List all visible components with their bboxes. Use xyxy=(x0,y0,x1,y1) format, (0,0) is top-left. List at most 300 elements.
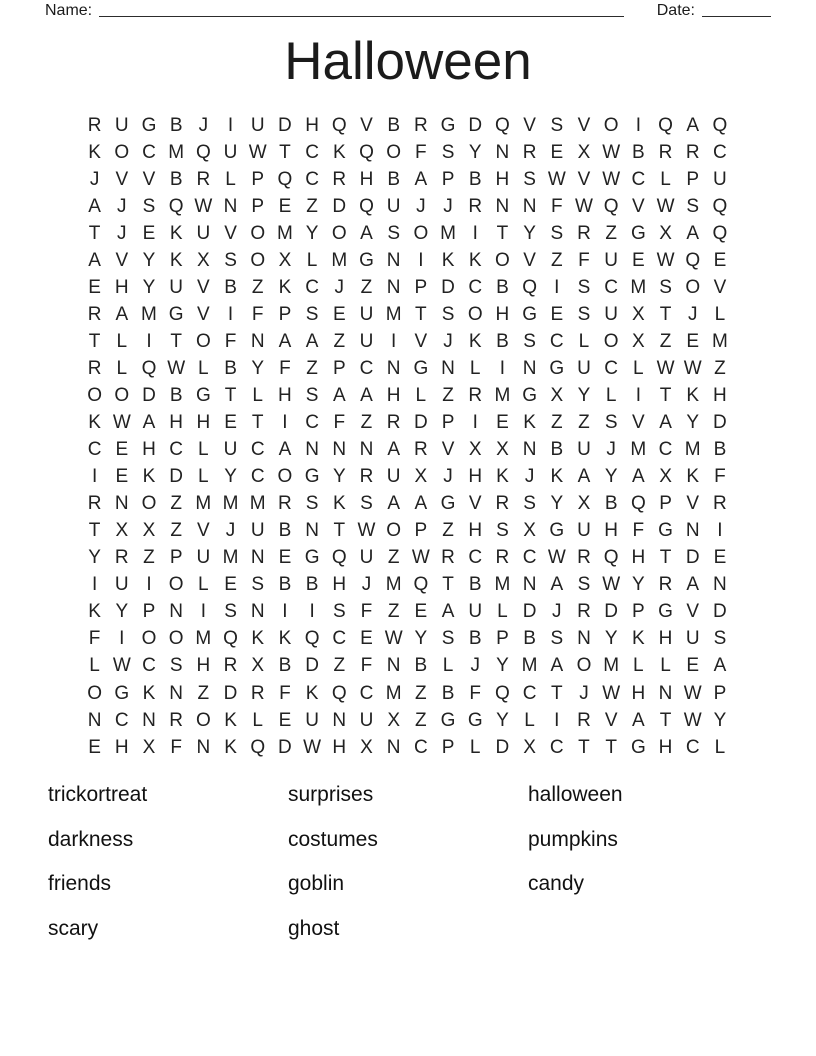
grid-letter: L xyxy=(469,736,481,758)
grid-letter: I xyxy=(472,412,478,434)
grid-letter: O xyxy=(250,249,266,271)
grid-letter: R xyxy=(223,655,238,677)
grid-letter: T xyxy=(659,547,672,569)
grid-letter: K xyxy=(550,466,564,488)
grid-letter: E xyxy=(360,628,373,650)
grid-letter: I xyxy=(227,114,234,136)
grid-letter: Y xyxy=(550,493,564,515)
grid-letter: C xyxy=(468,276,483,298)
name-label: Name: xyxy=(45,2,93,19)
grid-letter: N xyxy=(169,682,184,704)
grid-letter: Z xyxy=(550,412,563,434)
grid-letter: U xyxy=(577,520,591,542)
grid-letter: D xyxy=(169,466,184,488)
grid-letter: K xyxy=(251,628,265,650)
grid-letter: N xyxy=(495,141,510,163)
puzzle-title: Halloween xyxy=(284,32,532,91)
grid-letter: M xyxy=(630,276,647,298)
grid-letter: S xyxy=(577,276,591,298)
grid-letter: G xyxy=(440,114,456,136)
grid-letter: V xyxy=(142,168,156,190)
grid-letter: U xyxy=(386,195,401,217)
grid-letter: C xyxy=(332,628,347,650)
grid-letter: B xyxy=(169,114,183,136)
grid-letter: F xyxy=(333,412,346,434)
grid-letter: L xyxy=(198,466,209,488)
grid-letter: D xyxy=(495,736,510,758)
grid-letter: I xyxy=(554,709,560,731)
grid-letter: H xyxy=(196,655,211,677)
grid-letter: Q xyxy=(413,574,429,596)
grid-letter: F xyxy=(88,628,101,650)
grid-letter: F xyxy=(632,520,645,542)
grid-letter: D xyxy=(305,655,319,677)
grid-letter: R xyxy=(577,222,591,244)
grid-letter: J xyxy=(198,114,209,136)
grid-letter: M xyxy=(440,222,456,244)
word-list-column xyxy=(528,773,768,951)
grid-letter: P xyxy=(414,276,428,298)
grid-letter: X xyxy=(659,222,672,244)
grid-letter: Q xyxy=(359,141,374,163)
grid-letter: U xyxy=(114,114,129,136)
grid-letter: L xyxy=(469,357,481,379)
grid-letter: A xyxy=(387,493,400,515)
grid-letter: C xyxy=(142,141,156,163)
grid-letter: R xyxy=(495,493,510,515)
grid-letter: F xyxy=(224,330,237,352)
grid-letter: F xyxy=(279,682,291,704)
grid-letter: W xyxy=(167,357,186,379)
grid-letter: Q xyxy=(331,547,347,569)
grid-letter: F xyxy=(469,682,482,704)
grid-letter: S xyxy=(441,303,455,325)
grid-letter: O xyxy=(195,330,211,352)
grid-letter: U xyxy=(250,114,265,136)
grid-letter: C xyxy=(658,439,673,461)
grid-letter: N xyxy=(522,439,537,461)
grid-letter: J xyxy=(117,222,127,244)
grid-letter: N xyxy=(359,439,374,461)
grid-letter: B xyxy=(604,493,618,515)
grid-letter: H xyxy=(196,412,211,434)
grid-letter: M xyxy=(222,547,239,569)
grid-letter: E xyxy=(332,303,346,325)
grid-letter: X xyxy=(197,249,210,271)
grid-letter: R xyxy=(658,574,673,596)
grid-letter: R xyxy=(522,141,537,163)
grid-letter: Z xyxy=(442,520,454,542)
grid-letter: U xyxy=(359,303,374,325)
grid-letter: M xyxy=(521,655,538,677)
grid-letter: W xyxy=(656,249,675,271)
grid-letter: S xyxy=(523,330,536,352)
grid-letter: K xyxy=(496,466,509,488)
grid-letter: B xyxy=(468,574,482,596)
grid-letter: S xyxy=(441,141,455,163)
grid-letter: P xyxy=(251,195,265,217)
grid-letter: P xyxy=(441,168,455,190)
grid-letter: G xyxy=(440,493,456,515)
grid-letter: V xyxy=(115,168,129,190)
grid-letter: R xyxy=(495,547,510,569)
grid-letter: L xyxy=(89,655,100,677)
grid-letter: B xyxy=(278,520,292,542)
grid-letter: A xyxy=(278,439,292,461)
grid-letter: G xyxy=(168,303,184,325)
grid-letter: R xyxy=(332,168,347,190)
grid-letter: W xyxy=(547,547,566,569)
grid-letter: I xyxy=(119,628,125,650)
grid-letter: N xyxy=(685,520,700,542)
grid-letter: L xyxy=(225,168,236,190)
grid-letter: J xyxy=(443,195,453,217)
grid-letter: W xyxy=(411,547,430,569)
grid-letter: T xyxy=(442,574,454,596)
grid-letter: W xyxy=(248,141,267,163)
grid-letter: R xyxy=(114,547,129,569)
grid-letter: A xyxy=(387,439,400,461)
grid-letter: K xyxy=(224,709,237,731)
grid-letter: C xyxy=(549,736,564,758)
grid-letter: O xyxy=(495,249,510,271)
grid-letter: P xyxy=(169,547,183,569)
grid-letter: O xyxy=(277,466,293,488)
grid-letter: L xyxy=(252,709,263,731)
grid-letter: T xyxy=(659,709,672,731)
word-list-item: pumpkins xyxy=(528,827,618,851)
grid-letter: S xyxy=(305,303,319,325)
grid-letter: L xyxy=(660,168,671,190)
grid-letter: Y xyxy=(251,357,265,379)
grid-letter: B xyxy=(632,141,645,163)
word-list-item: ghost xyxy=(288,916,340,940)
grid-letter: D xyxy=(713,412,727,434)
grid-letter: F xyxy=(251,303,264,325)
grid-letter: B xyxy=(523,628,536,650)
grid-letter: C xyxy=(169,439,184,461)
grid-letter: U xyxy=(196,222,211,244)
grid-letter: S xyxy=(523,168,536,190)
grid-letter: N xyxy=(658,682,673,704)
grid-letter: R xyxy=(577,709,591,731)
grid-letter: M xyxy=(684,439,701,461)
grid-letter: F xyxy=(714,466,726,488)
grid-letter: C xyxy=(305,141,319,163)
grid-letter: L xyxy=(116,357,128,379)
grid-letter: Q xyxy=(658,114,673,136)
grid-letter: X xyxy=(550,384,564,406)
grid-letter: K xyxy=(278,276,292,298)
grid-letter: G xyxy=(522,384,537,406)
name-fill-in-line[interactable] xyxy=(99,1,624,17)
grid-letter: Z xyxy=(442,384,454,406)
grid-letter: G xyxy=(304,547,320,569)
grid-letter: L xyxy=(633,357,644,379)
grid-letter: D xyxy=(522,601,537,623)
grid-letter: Q xyxy=(712,114,728,136)
grid-letter: L xyxy=(714,303,726,325)
grid-letter: Y xyxy=(142,249,156,271)
grid-letter: X xyxy=(360,736,373,758)
grid-letter: I xyxy=(418,249,424,271)
date-fill-in-line[interactable] xyxy=(702,1,771,17)
grid-letter: B xyxy=(305,574,319,596)
grid-letter: O xyxy=(168,628,184,650)
grid-letter: X xyxy=(659,466,672,488)
grid-letter: J xyxy=(552,601,562,623)
grid-letter: K xyxy=(468,330,482,352)
grid-letter: T xyxy=(496,222,509,244)
grid-letter: N xyxy=(305,439,319,461)
grid-letter: O xyxy=(603,114,619,136)
grid-letter: M xyxy=(195,628,212,650)
grid-letter: G xyxy=(630,736,646,758)
grid-letter: G xyxy=(658,520,673,542)
grid-letter: R xyxy=(196,168,211,190)
grid-letter: L xyxy=(198,439,209,461)
grid-letter: V xyxy=(713,276,727,298)
grid-letter: B xyxy=(414,655,428,677)
grid-letter: Z xyxy=(387,601,400,623)
grid-letter: J xyxy=(117,195,127,217)
grid-letter: G xyxy=(658,601,673,623)
grid-letter: Y xyxy=(577,384,591,406)
grid-letter: G xyxy=(467,709,483,731)
grid-letter: X xyxy=(632,303,645,325)
grid-letter: B xyxy=(550,439,564,461)
grid-letter: U xyxy=(359,547,374,569)
grid-letter: M xyxy=(494,574,511,596)
grid-letter: O xyxy=(331,222,347,244)
grid-letter: K xyxy=(169,222,183,244)
grid-letter: E xyxy=(88,736,101,758)
grid-letter: N xyxy=(87,709,102,731)
grid-letter: J xyxy=(524,466,535,488)
grid-letter: X xyxy=(414,466,428,488)
grid-letter: L xyxy=(578,330,590,352)
grid-letter: O xyxy=(141,493,157,515)
grid-letter: A xyxy=(88,249,101,271)
grid-letter: K xyxy=(305,682,319,704)
grid-letter: Y xyxy=(604,628,618,650)
grid-letter: R xyxy=(658,141,673,163)
grid-letter: A xyxy=(414,493,428,515)
grid-letter: C xyxy=(250,466,265,488)
grid-letter: T xyxy=(224,384,237,406)
grid-letter: R xyxy=(685,141,700,163)
grid-letter: K xyxy=(332,141,346,163)
grid-letter: J xyxy=(470,655,480,677)
grid-letter: D xyxy=(685,547,700,569)
grid-letter: W xyxy=(547,168,566,190)
grid-letter: I xyxy=(91,574,98,596)
grid-letter: S xyxy=(305,384,319,406)
grid-letter: D xyxy=(468,114,483,136)
grid-letter: Y xyxy=(332,466,346,488)
grid-letter: L xyxy=(198,357,209,379)
grid-letter: A xyxy=(686,574,700,596)
grid-letter: E xyxy=(686,330,700,352)
grid-letter: L xyxy=(660,655,671,677)
grid-letter: V xyxy=(577,114,591,136)
grid-letter: C xyxy=(604,276,619,298)
grid-letter: T xyxy=(415,303,427,325)
grid-letter: N xyxy=(332,439,347,461)
grid-letter: D xyxy=(142,384,156,406)
grid-letter: V xyxy=(197,303,210,325)
grid-letter: O xyxy=(685,276,701,298)
grid-letter: S xyxy=(441,628,455,650)
grid-letter: H xyxy=(713,384,727,406)
grid-letter: X xyxy=(115,520,129,542)
grid-letter: Q xyxy=(141,357,157,379)
grid-letter: N xyxy=(522,195,537,217)
grid-letter: G xyxy=(549,520,565,542)
grid-letter: S xyxy=(332,601,346,623)
grid-letter: V xyxy=(468,493,482,515)
grid-letter: A xyxy=(441,601,455,623)
grid-letter: N xyxy=(386,655,401,677)
grid-letter: Q xyxy=(712,195,728,217)
grid-letter: T xyxy=(605,736,617,758)
word-list-item: scary xyxy=(48,916,99,940)
grid-letter: O xyxy=(386,520,402,542)
grid-letter: L xyxy=(714,736,726,758)
grid-letter: S xyxy=(550,628,564,650)
grid-letter: W xyxy=(303,736,322,758)
grid-letter: C xyxy=(631,168,646,190)
grid-letter: U xyxy=(305,709,319,731)
grid-letter: E xyxy=(713,249,727,271)
grid-letter: Y xyxy=(305,222,319,244)
word-list-item: darkness xyxy=(48,827,134,851)
grid-letter: Y xyxy=(604,466,618,488)
grid-letter: X xyxy=(278,249,292,271)
grid-letter: O xyxy=(114,141,130,163)
grid-letter: B xyxy=(713,439,727,461)
grid-letter: W xyxy=(112,655,131,677)
grid-letter: Q xyxy=(603,547,619,569)
grid-letter: Y xyxy=(496,709,509,731)
grid-letter: T xyxy=(659,303,672,325)
grid-letter: H xyxy=(495,168,510,190)
grid-letter: T xyxy=(88,330,101,352)
grid-letter: Q xyxy=(630,493,646,515)
grid-letter: E xyxy=(632,249,645,271)
grid-letter: B xyxy=(468,168,482,190)
grid-letter: G xyxy=(522,303,537,325)
grid-letter: G xyxy=(440,709,456,731)
grid-letter: Q xyxy=(359,195,374,217)
grid-letter: Y xyxy=(224,466,237,488)
grid-letter: V xyxy=(115,249,129,271)
grid-letter: Z xyxy=(143,547,155,569)
grid-letter: Q xyxy=(331,682,347,704)
grid-letter: K xyxy=(169,249,183,271)
grid-letter: S xyxy=(604,412,618,434)
grid-letter: I xyxy=(499,357,506,379)
grid-letter: Q xyxy=(223,628,238,650)
grid-letter: V xyxy=(441,439,455,461)
grid-letter: D xyxy=(278,114,292,136)
grid-letter: K xyxy=(632,628,645,650)
grid-letter: V xyxy=(632,195,645,217)
grid-letter: L xyxy=(415,384,427,406)
grid-letter: P xyxy=(496,628,509,650)
grid-letter: B xyxy=(441,682,455,704)
grid-letter: Z xyxy=(170,493,182,515)
grid-letter: U xyxy=(250,520,265,542)
grid-letter: E xyxy=(550,141,564,163)
grid-letter: N xyxy=(441,357,455,379)
grid-letter: Y xyxy=(142,276,156,298)
grid-letter: Y xyxy=(713,709,727,731)
word-list-item: costumes xyxy=(288,827,378,851)
grid-letter: B xyxy=(169,384,183,406)
grid-letter: L xyxy=(198,574,209,596)
grid-letter: S xyxy=(496,520,509,542)
grid-letter: C xyxy=(250,439,265,461)
grid-letter: O xyxy=(87,682,102,704)
grid-letter: H xyxy=(658,628,673,650)
grid-letter: W xyxy=(602,682,621,704)
grid-letter: Z xyxy=(659,330,672,352)
grid-letter: E xyxy=(278,547,292,569)
grid-letter: B xyxy=(224,357,237,379)
wordsearch-grid xyxy=(81,112,734,761)
grid-letter: S xyxy=(224,249,237,271)
grid-letter: Z xyxy=(387,547,400,569)
grid-letter: C xyxy=(305,276,319,298)
grid-letter: Y xyxy=(468,141,482,163)
grid-letter: R xyxy=(468,195,483,217)
grid-letter: J xyxy=(443,330,453,352)
grid-letter: J xyxy=(225,520,236,542)
grid-letter: T xyxy=(88,222,101,244)
grid-letter: Z xyxy=(415,682,427,704)
grid-letter: I xyxy=(717,520,723,542)
grid-letter: Q xyxy=(495,682,510,704)
grid-letter: U xyxy=(386,466,401,488)
grid-letter: F xyxy=(550,195,563,217)
grid-letter: Q xyxy=(522,276,537,298)
grid-letter: F xyxy=(578,249,590,271)
grid-letter: A xyxy=(88,195,101,217)
grid-letter: S xyxy=(305,493,319,515)
grid-letter: G xyxy=(549,357,565,379)
grid-letter: H xyxy=(114,736,129,758)
grid-letter: P xyxy=(251,168,265,190)
grid-letter: H xyxy=(468,466,483,488)
grid-letter: Y xyxy=(88,547,101,569)
grid-letter: L xyxy=(633,655,644,677)
grid-letter: X xyxy=(142,520,156,542)
grid-letter: W xyxy=(683,682,702,704)
grid-letter: D xyxy=(223,682,238,704)
grid-letter: M xyxy=(331,249,348,271)
grid-letter: X xyxy=(632,330,645,352)
grid-letter: U xyxy=(169,276,184,298)
grid-letter: V xyxy=(224,222,237,244)
grid-letter: E xyxy=(496,412,509,434)
grid-letter: S xyxy=(713,628,727,650)
grid-letter: W xyxy=(112,412,131,434)
grid-letter: X xyxy=(577,493,591,515)
grid-letter: K xyxy=(686,466,700,488)
grid-letter: K xyxy=(88,601,101,623)
grid-letter: A xyxy=(305,330,319,352)
